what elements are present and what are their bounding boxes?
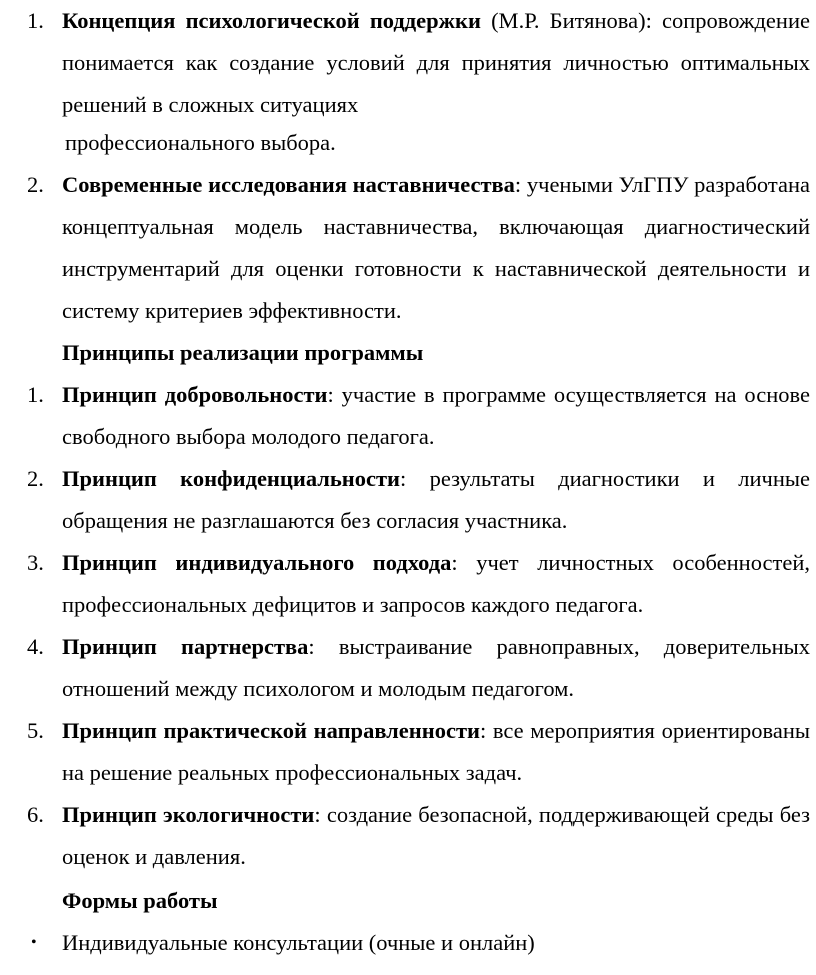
list-item-principle [0,542,816,626]
item-title: Принцип практической направленности [62,718,480,743]
item-text: : результаты диагностики и личные обращения не разглашаются без согласия участника. [62,466,810,533]
list-item-concept [0,0,816,126]
list-number: 1. [27,8,44,33]
list-number: 1. [27,382,44,407]
list-number: 4. [27,634,44,659]
list-item-research [0,164,816,332]
item-title: Принцип конфиденциальности [62,466,401,491]
list-number: 3. [27,550,44,575]
list-item-principle [0,374,816,458]
item-title: Принцип экологичности [62,802,315,827]
bullet-icon: • [31,934,37,951]
section-heading-forms: Формы работы [62,888,218,913]
item-title: Концепция психологической поддержки [62,8,481,33]
item-text: : участие в программе осуществляется на основе свободного выбора молодого педагога. [62,382,810,449]
list-number: 2. [27,172,44,197]
item-text: Индивидуальные консультации (очные и онлайн) [62,930,535,955]
list-item-principle [0,710,816,794]
item-text: (М.Р. Битянова): сопровождение понимается как создание условий для принятия личностью оптимальных решений в сложных ситуациях [62,8,810,117]
item-text: : учет личностных особенностей, профессиональных дефицитов и запросов каждого педагога. [62,550,810,617]
item-text: : выстраивание равноправных, доверительных отношений между психологом и молодым педагогом. [62,634,810,701]
section-heading-principles: Принципы реализации программы [62,340,424,365]
bullet-item [0,922,816,964]
item-text: : создание безопасной, поддерживающей среды без оценок и давления. [62,802,810,869]
list-item-concept-continuation [0,122,816,164]
list-item-principle [0,458,816,542]
list-number: 6. [27,802,44,827]
list-number: 2. [27,466,44,491]
item-title: Современные исследования наставничества [62,172,515,197]
item-title: Принцип партнерства [62,634,309,659]
item-text: : учеными УлГПУ разработана концептуальная модель наставничества, включающая диагностический инструментарий для оценки готовности к наставнической деятельности и систему критериев эффективности. [62,172,811,323]
item-title: Принцип индивидуального подхода [62,550,452,575]
item-title: Принцип добровольности [62,382,328,407]
item-text: : все мероприятия ориентированы на решение реальных профессиональных задач. [62,718,810,785]
list-item-principle [0,626,816,710]
list-item-principle [0,794,816,878]
item-text-continuation: профессионального выбора. [65,130,336,155]
list-number: 5. [27,718,44,743]
